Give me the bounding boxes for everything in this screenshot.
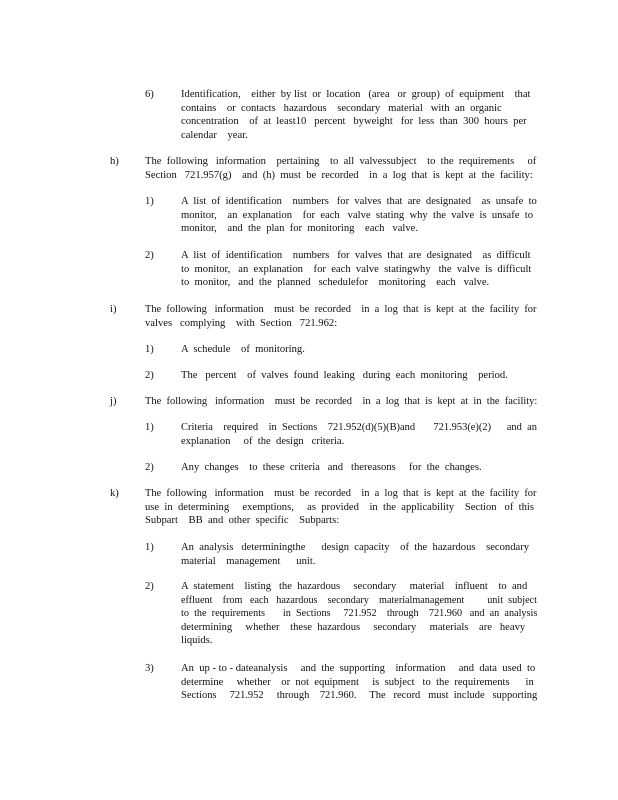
text-line: monitor, an explanation for each valve stating why the valve is unsafe to bbox=[181, 209, 534, 221]
text-line: liquids. bbox=[181, 635, 213, 647]
item-text bbox=[145, 487, 537, 528]
item-text bbox=[181, 369, 537, 383]
item-letter: i) bbox=[110, 304, 117, 315]
item-text bbox=[145, 155, 537, 182]
item-number: 1) bbox=[145, 542, 154, 553]
text-line: calendar year. bbox=[181, 129, 248, 141]
text-line: The following information must be recorded in a log that is kept at in the facility: bbox=[145, 396, 538, 407]
item-letter: k) bbox=[110, 488, 119, 499]
text-line: A list of identification numbers for valves that are designated as difficult bbox=[181, 250, 531, 261]
text-line: contains or contacts hazardous secondary material with an organic bbox=[181, 102, 502, 114]
item-text bbox=[181, 580, 537, 648]
item-letter: j) bbox=[110, 396, 117, 407]
item-text bbox=[181, 662, 537, 703]
item-text bbox=[145, 303, 537, 330]
text-line: Any changes to these criteria and thereasons for the changes. bbox=[181, 462, 482, 473]
text-line: The following information must be recorded in a log that is kept at the facility for bbox=[145, 488, 537, 499]
text-line: A list of identification numbers for valves that are designated as unsafe to bbox=[181, 196, 537, 207]
item-number: 3) bbox=[145, 663, 154, 674]
text-line: A statement listing the hazardous secondary material influent to and bbox=[181, 581, 528, 592]
text-line: material management unit. bbox=[181, 555, 316, 567]
item-text bbox=[181, 343, 537, 357]
item-text bbox=[181, 195, 537, 236]
text-line: concentration of at least10 percent byweight for less than 300 hours per bbox=[181, 116, 527, 128]
item-number: 6) bbox=[145, 89, 154, 100]
text-line: Identification, either by list or location (area or group) of equipment that bbox=[181, 89, 531, 100]
item-number: 1) bbox=[145, 344, 154, 355]
item-text bbox=[181, 88, 537, 142]
text-line: monitor, and the plan for monitoring each valve. bbox=[181, 223, 418, 235]
item-number: 2) bbox=[145, 370, 154, 381]
item-number: 1) bbox=[145, 422, 154, 433]
text-line: effluent from each hazardous secondary materialmanagement unit subject bbox=[181, 594, 537, 606]
text-line: The percent of valves found leaking during each monitoring period. bbox=[181, 370, 508, 381]
item-number: 1) bbox=[145, 196, 154, 207]
text-line: Section 721.957(g) and (h) must be recorded in a log that is kept at the facility: bbox=[145, 169, 533, 181]
text-line: A schedule of monitoring. bbox=[181, 344, 305, 355]
item-number: 2) bbox=[145, 462, 154, 473]
text-line: Subpart BB and other specific Subparts: bbox=[145, 515, 340, 527]
item-text bbox=[181, 421, 537, 448]
item-text bbox=[181, 541, 537, 568]
text-line: An up - to - dateanalysis and the supporting information and data used to bbox=[181, 663, 536, 674]
item-number: 2) bbox=[145, 581, 154, 592]
item-text bbox=[145, 395, 537, 409]
text-line: determine whether or not equipment is subject to the requirements in bbox=[181, 676, 534, 688]
text-line: explanation of the design criteria. bbox=[181, 435, 345, 447]
text-line: An analysis determiningthe design capacity of the hazardous secondary bbox=[181, 542, 530, 553]
text-line: to the requirements in Sections 721.952 through 721.960 and an analysis bbox=[181, 608, 538, 620]
text-line: The following information pertaining to all valvessubject to the requirements of bbox=[145, 156, 537, 167]
text-line: Criteria required in Sections 721.952(d)(5)(B)and 721.953(e)(2) and an bbox=[181, 422, 537, 433]
text-line: use in determining exemptions, as provided in the applicability Section of this bbox=[145, 501, 534, 513]
text-line: valves complying with Section 721.962: bbox=[145, 317, 338, 329]
item-number: 2) bbox=[145, 250, 154, 261]
text-line: Sections 721.952 through 721.960. The record must include supporting bbox=[181, 690, 538, 702]
item-text bbox=[181, 249, 537, 290]
text-line: to monitor, and the planned schedulefor monitoring each valve. bbox=[181, 277, 490, 289]
text-line: to monitor, an explanation for each valve statingwhy the valve is difficult bbox=[181, 263, 532, 275]
item-text bbox=[181, 461, 537, 475]
text-line: determining whether these hazardous secondary materials are heavy bbox=[181, 621, 526, 633]
item-letter: h) bbox=[110, 156, 119, 167]
text-line: The following information must be recorded in a log that is kept at the facility for bbox=[145, 304, 537, 315]
